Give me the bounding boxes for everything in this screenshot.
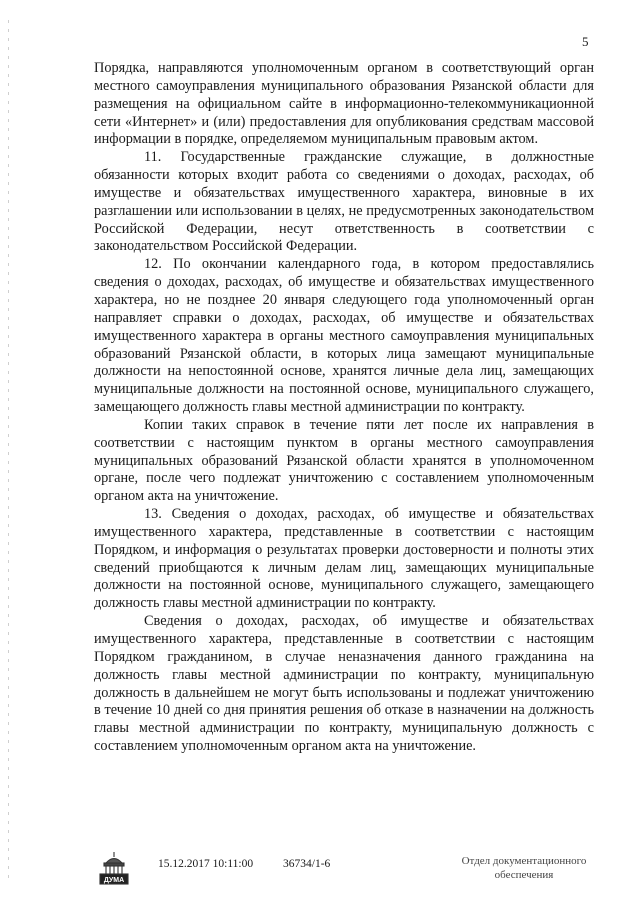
paragraph-item-11: 11. Государственные гражданские служащие, в должностные обязанности которых входит работа со сведениями о доходах, расходах, об имуществе и обязательствах имущественного характера, виновные в их разглашении или использовании в целях, не предусмотренных законодательством Российской Федерации, несут ответственность в соответствии с законодательством Российской Федерации. bbox=[94, 149, 594, 255]
footer-datetime: 15.12.2017 10:11:00 bbox=[158, 858, 254, 870]
paragraph-item-13-info: Сведения о доходах, расходах, об имуществе и обязательствах имущественного характера, представленные в соответствии с настоящим Порядком гражданином, в случае неназначения данного гражданина на должность главы местной администрации по контракту, муниципальную должность в дальнейшем не могут быть использованы и подлежат уничтожению в течение 10 дней со дня принятия решения об отказе в назначении на должность главы местной администрации по контракту, муниципальную должность с составлением уполномоченным органом акта на уничтожение. bbox=[94, 613, 594, 755]
document-footer bbox=[0, 846, 640, 896]
scan-edge-marks bbox=[8, 20, 9, 880]
paragraph-continuation: Порядка, направляются уполномоченным органом в соответствующий орган местного самоуправления муниципального образования Рязанской области для размещения на официальном сайте в информационно-телекоммуникационной сети «Интернет» и (или) предоставления для опубликования средствам массовой информации в порядке, определяемом муниципальным правовым актом. bbox=[94, 60, 594, 148]
document-body bbox=[94, 60, 594, 756]
paragraph-item-12: 12. По окончании календарного года, в котором предоставлялись сведения о доходах, расходах, об имуществе и обязательствах имущественного характера, но не позднее 20 января следующего года уполномоченный орган направляет справки о доходах, расходах, об имуществе и обязательствах имущественного характера в органы местного самоуправления муниципальных образований Рязанской области, в которых лица замещают муниципальные должности на непостоянной основе, хранятся личные дела лиц, замещающих муниципальные должности на постоянной основе, муниципального служащего, замещающего должность главы местной администрации по контракту. bbox=[94, 256, 594, 416]
paragraph-item-12-copies: Копии таких справок в течение пяти лет после их направления в соответствии с настоящим пунктом в органы местного самоуправления муниципальных образований Рязанской области хранятся в уполномоченном органе, после чего подлежат уничтожению с составлением уполномоченным органом акта на уничтожение. bbox=[94, 416, 594, 505]
footer-doc-number: 36734/1-6 bbox=[283, 858, 331, 870]
paragraph-item-13: 13. Сведения о доходах, расходах, об имуществе и обязательствах имущественного характера, представленные в соответствии с настоящим Порядком, и информация о результатах проверки достоверности и полноты этих сведений приобщаются к личным делам лиц, замещающих муниципальные должности на постоянной основе, муниципального служащего, замещающего должность главы местной администрации по контракту. bbox=[94, 506, 594, 612]
logo-caption: ДУМА bbox=[103, 877, 125, 884]
footer-department-stamp: Отдел документационного обеспечения bbox=[461, 855, 587, 881]
duma-building-logo-icon bbox=[94, 848, 134, 888]
page-number: 5 bbox=[582, 34, 589, 49]
